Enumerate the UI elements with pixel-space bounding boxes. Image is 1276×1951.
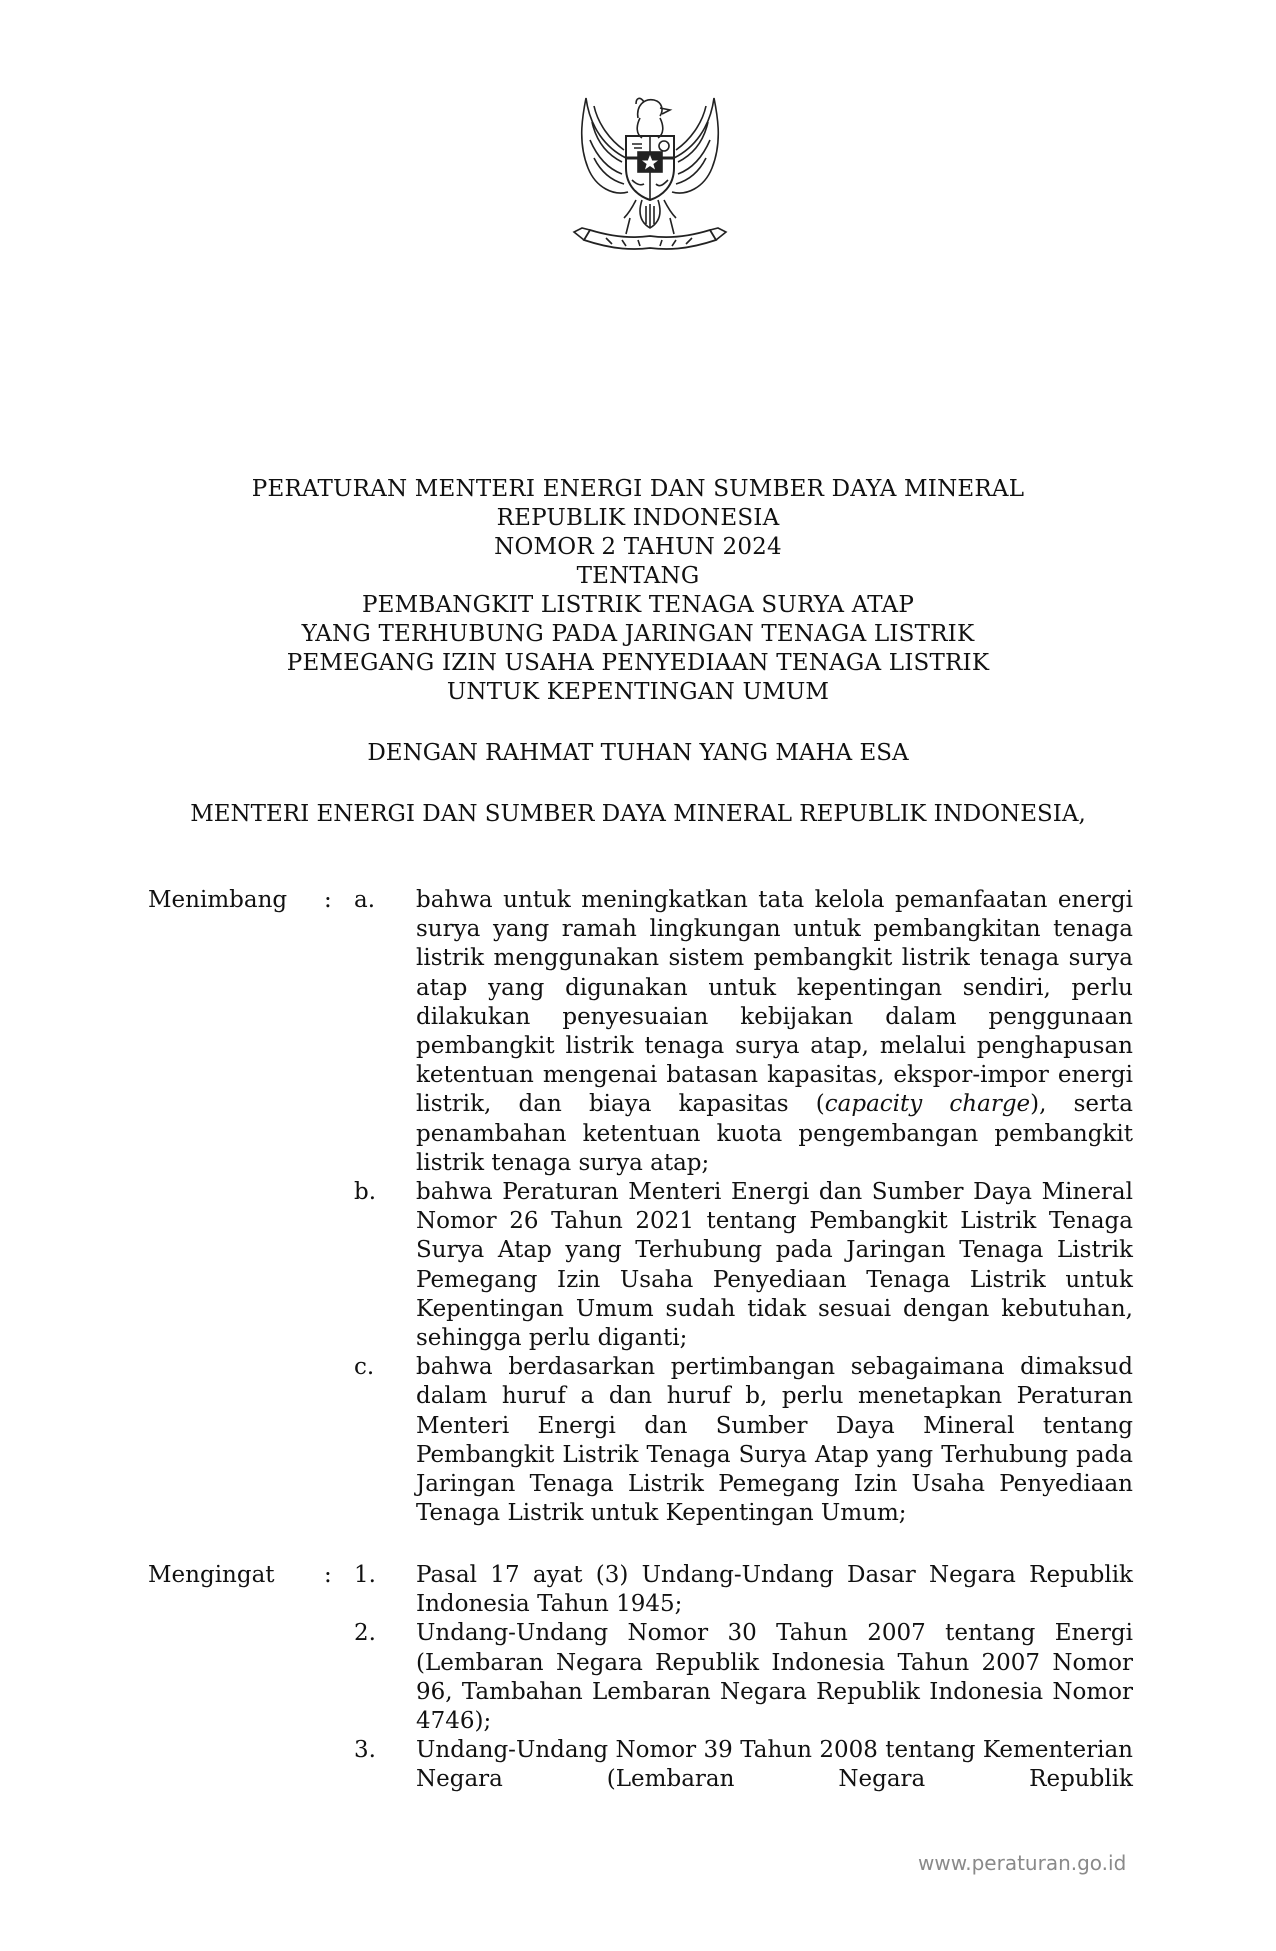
item-text: bahwa berdasarkan pertimbangan sebagaimana dimaksud dalam huruf a dan huruf b, perlu menetapkan Peraturan Menteri Energi dan Sumber Daya Mineral tentang Pembangkit Listrik Tenaga Surya Atap yang Terhubung pada Jaringan Tenaga Listrik Pemegang Izin Usaha Penyediaan Tenaga Listrik untuk Kepentingan Umum;	[416, 1354, 1133, 1527]
title-line: YANG TERHUBUNG PADA JARINGAN TENAGA LISTRIK	[301, 621, 975, 647]
list-item	[148, 1736, 1133, 1794]
item-text-part: ), serta penambahan ketentuan kuota pengembangan pembangkit listrik tenaga surya atap;	[416, 1091, 1133, 1176]
item-marker: 2.	[354, 1620, 376, 1647]
title-line: PEMEGANG IZIN USAHA PENYEDIAAN TENAGA LISTRIK	[286, 650, 990, 676]
item-marker: b.	[354, 1179, 377, 1206]
garuda-pancasila-emblem-icon	[566, 88, 734, 264]
item-text: Pasal 17 ayat (3) Undang-Undang Dasar Negara Republik Indonesia Tahun 1945;	[416, 1562, 1133, 1618]
item-marker: 3.	[354, 1737, 376, 1764]
item-marker: 1.	[354, 1562, 376, 1588]
title-line: TENTANG	[576, 563, 700, 589]
regulation-title	[0, 475, 1276, 707]
invocation: DENGAN RAHMAT TUHAN YANG MAHA ESA	[367, 740, 909, 766]
list-item	[148, 886, 1133, 1178]
title-line: REPUBLIK INDONESIA	[496, 505, 780, 531]
list-item	[148, 1353, 1133, 1528]
mengingat-section	[148, 1561, 1133, 1795]
title-line: PEMBANGKIT LISTRIK TENAGA SURYA ATAP	[361, 592, 915, 618]
list-item	[148, 1561, 1133, 1619]
item-text	[416, 886, 1133, 1178]
section-label: Menimbang	[148, 887, 288, 913]
title-line: NOMOR 2 TAHUN 2024	[494, 534, 782, 560]
item-text: bahwa Peraturan Menteri Energi dan Sumber Daya Mineral Nomor 26 Tahun 2021 tentang Pembangkit Listrik Tenaga Surya Atap yang Terhubung pada Jaringan Tenaga Listrik Pemegang Izin Usaha Penyediaan Tenaga Listrik untuk Kepentingan Umum sudah tidak sesuai dengan kebutuhan, sehingga perlu diganti;	[416, 1179, 1133, 1352]
item-text-part: bahwa untuk meningkatkan tata kelola pemanfaatan energi surya yang ramah lingkungan untuk pembangkitan tenaga listrik menggunakan sistem pembangkit listrik tenaga surya atap yang digunakan untuk kepentingan sendiri, perlu dilakukan penyesuaian kebijakan dalam penggunaan pembangkit listrik tenaga surya atap, melalui penghapusan ketentuan mengenai batasan kapasitas, ekspor-impor energi listrik, dan biaya kapasitas (	[416, 887, 1133, 1118]
item-text-italic: capacity charge	[824, 1091, 1031, 1118]
item-text: Undang-Undang Nomor 30 Tahun 2007 tentang Energi (Lembaran Negara Republik Indonesia Tahun 2007 Nomor 96, Tambahan Lembaran Negara Republik Indonesia Nomor 4746);	[416, 1620, 1133, 1735]
list-item	[148, 1619, 1133, 1736]
section-label: Mengingat	[148, 1562, 275, 1588]
menimbang-section	[148, 886, 1133, 1528]
section-colon: :	[324, 887, 332, 913]
section-colon: :	[324, 1562, 332, 1588]
title-line: UNTUK KEPENTINGAN UMUM	[446, 679, 830, 705]
title-line: PERATURAN MENTERI ENERGI DAN SUMBER DAYA MINERAL	[251, 476, 1025, 502]
authority-line: MENTERI ENERGI DAN SUMBER DAYA MINERAL REPUBLIK INDONESIA,	[190, 801, 1086, 827]
item-text: Undang-Undang Nomor 39 Tahun 2008 tentang Kementerian Negara (Lembaran Negara Republik	[416, 1737, 1133, 1793]
watermark-link[interactable]: www.peraturan.go.id	[918, 1851, 1127, 1875]
item-marker: a.	[354, 887, 376, 913]
item-marker: c.	[354, 1354, 375, 1381]
list-item	[148, 1178, 1133, 1353]
